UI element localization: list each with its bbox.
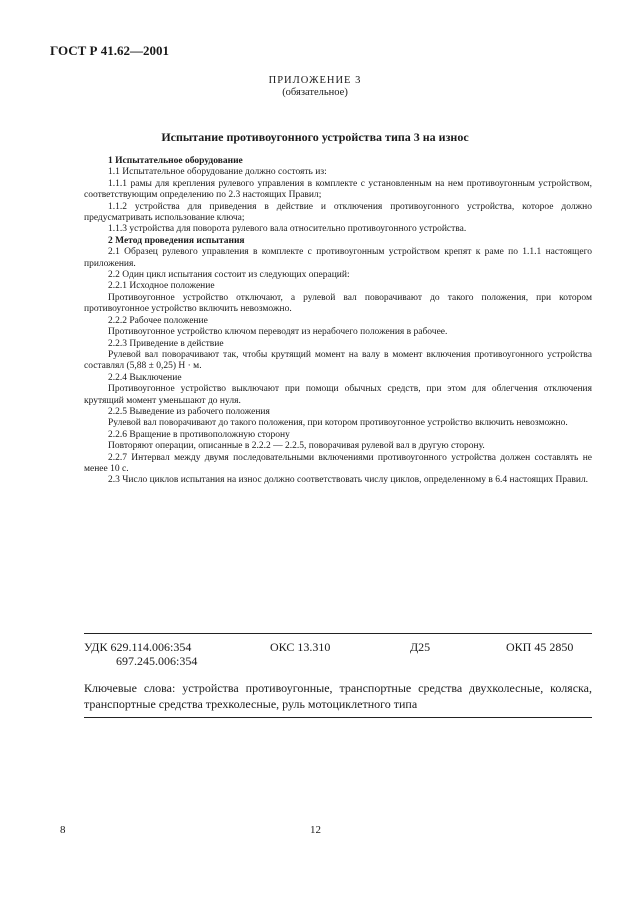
page-number-center: 12 bbox=[310, 824, 321, 836]
appendix-subtitle: (обязательное) bbox=[282, 87, 348, 98]
paragraph: 2.2.3 Приведение в действие bbox=[108, 338, 224, 349]
paragraph: Противоугонное устройство ключом переводят из нерабочего положения в рабочее. bbox=[108, 327, 448, 338]
paragraph: 1.1.3 устройства для поворота рулевого вала относительно противоугонного устройства. bbox=[108, 224, 467, 235]
paragraph: 1.1.2 устройства для приведения в действие и отключения противоугонного устройства, которое должно предусматривать использование ключа; bbox=[84, 201, 592, 224]
divider-top bbox=[84, 633, 592, 634]
document-code: ГОСТ Р 41.62—2001 bbox=[50, 43, 169, 58]
paragraph: 2.1 Образец рулевого управления в комплекте с противоугонным устройством крепят к раме по 1.1.1 настоящего приложения. bbox=[84, 247, 592, 269]
section-heading: 1 Испытательное оборудование bbox=[108, 156, 243, 166]
body-text bbox=[84, 156, 592, 487]
paragraph: 2.3 Число циклов испытания на износ должно соответствовать числу циклов, определенному в 6.4 настоящих Правил. bbox=[108, 475, 589, 486]
paragraph: 2.2.7 Интервал между двумя последовательными включениями противоугонного устройства должен составлять не менее 10 с. bbox=[84, 452, 592, 474]
udk-block bbox=[84, 640, 191, 654]
paragraph: 1.1 Испытательное оборудование должно состоять из: bbox=[108, 167, 327, 178]
divider-bottom bbox=[84, 717, 592, 718]
udk-label: УДК bbox=[84, 640, 108, 654]
paragraph: 2.2.4 Выключение bbox=[108, 372, 182, 383]
page-number-left: 8 bbox=[60, 824, 66, 836]
paragraph: Противоугонное устройство отключают, а рулевой вал поворачивают до такого положения, при котором противоугонное устройство включить невозможно. bbox=[84, 292, 592, 315]
keywords: Ключевые слова: устройства противоугонные, транспортные средства двухколесные, коляска, транспортные средства трехколесные, руль мотоциклетного типа bbox=[84, 681, 592, 711]
okp-code: ОКП 45 2850 bbox=[506, 640, 574, 654]
paragraph: 2.2.1 Исходное положение bbox=[108, 281, 215, 292]
paragraph: 1.1.1 рамы для крепления рулевого управления в комплекте с установленным на нем противоугонным устройством, соответствующим определению по 2.3 настоящих Правил; bbox=[84, 178, 592, 201]
paragraph: 2.2.5 Выведение из рабочего положения bbox=[108, 406, 270, 417]
udk-code-2: 697.245.006:354 bbox=[116, 654, 198, 668]
paragraph: Рулевой вал поворачивают до такого положения, при котором противоугонное устройство включить невозможно. bbox=[108, 418, 568, 429]
oks-code: ОКС 13.310 bbox=[270, 640, 331, 654]
appendix-title: ПРИЛОЖЕНИЕ 3 bbox=[268, 75, 362, 86]
paragraph: 2.2 Один цикл испытания состоит из следующих операций: bbox=[108, 270, 350, 281]
paragraph: 2.2.2 Рабочее положение bbox=[108, 315, 208, 326]
section-heading: 2 Метод проведения испытания bbox=[108, 235, 245, 246]
paragraph: Рулевой вал поворачивают так, чтобы крутящий момент на валу в момент включения противоугонного устройства составлял (5,88 ± 0,25) Н · м. bbox=[84, 349, 592, 372]
document-title: Испытание противоугонного устройства типа 3 на износ bbox=[161, 130, 469, 144]
d-code: Д25 bbox=[410, 640, 431, 654]
paragraph: 2.2.6 Вращение в противоположную сторону bbox=[108, 429, 290, 440]
paragraph: Повторяют операции, описанные в 2.2.2 — 2.2.5, поворачивая рулевой вал в другую сторону. bbox=[108, 441, 485, 452]
udk-code-1: 629.114.006:354 bbox=[110, 640, 192, 654]
paragraph: Противоугонное устройство выключают при помощи обычных средств, при этом для облегчения отключения крутящий момент уменьшают до нуля. bbox=[84, 384, 592, 406]
